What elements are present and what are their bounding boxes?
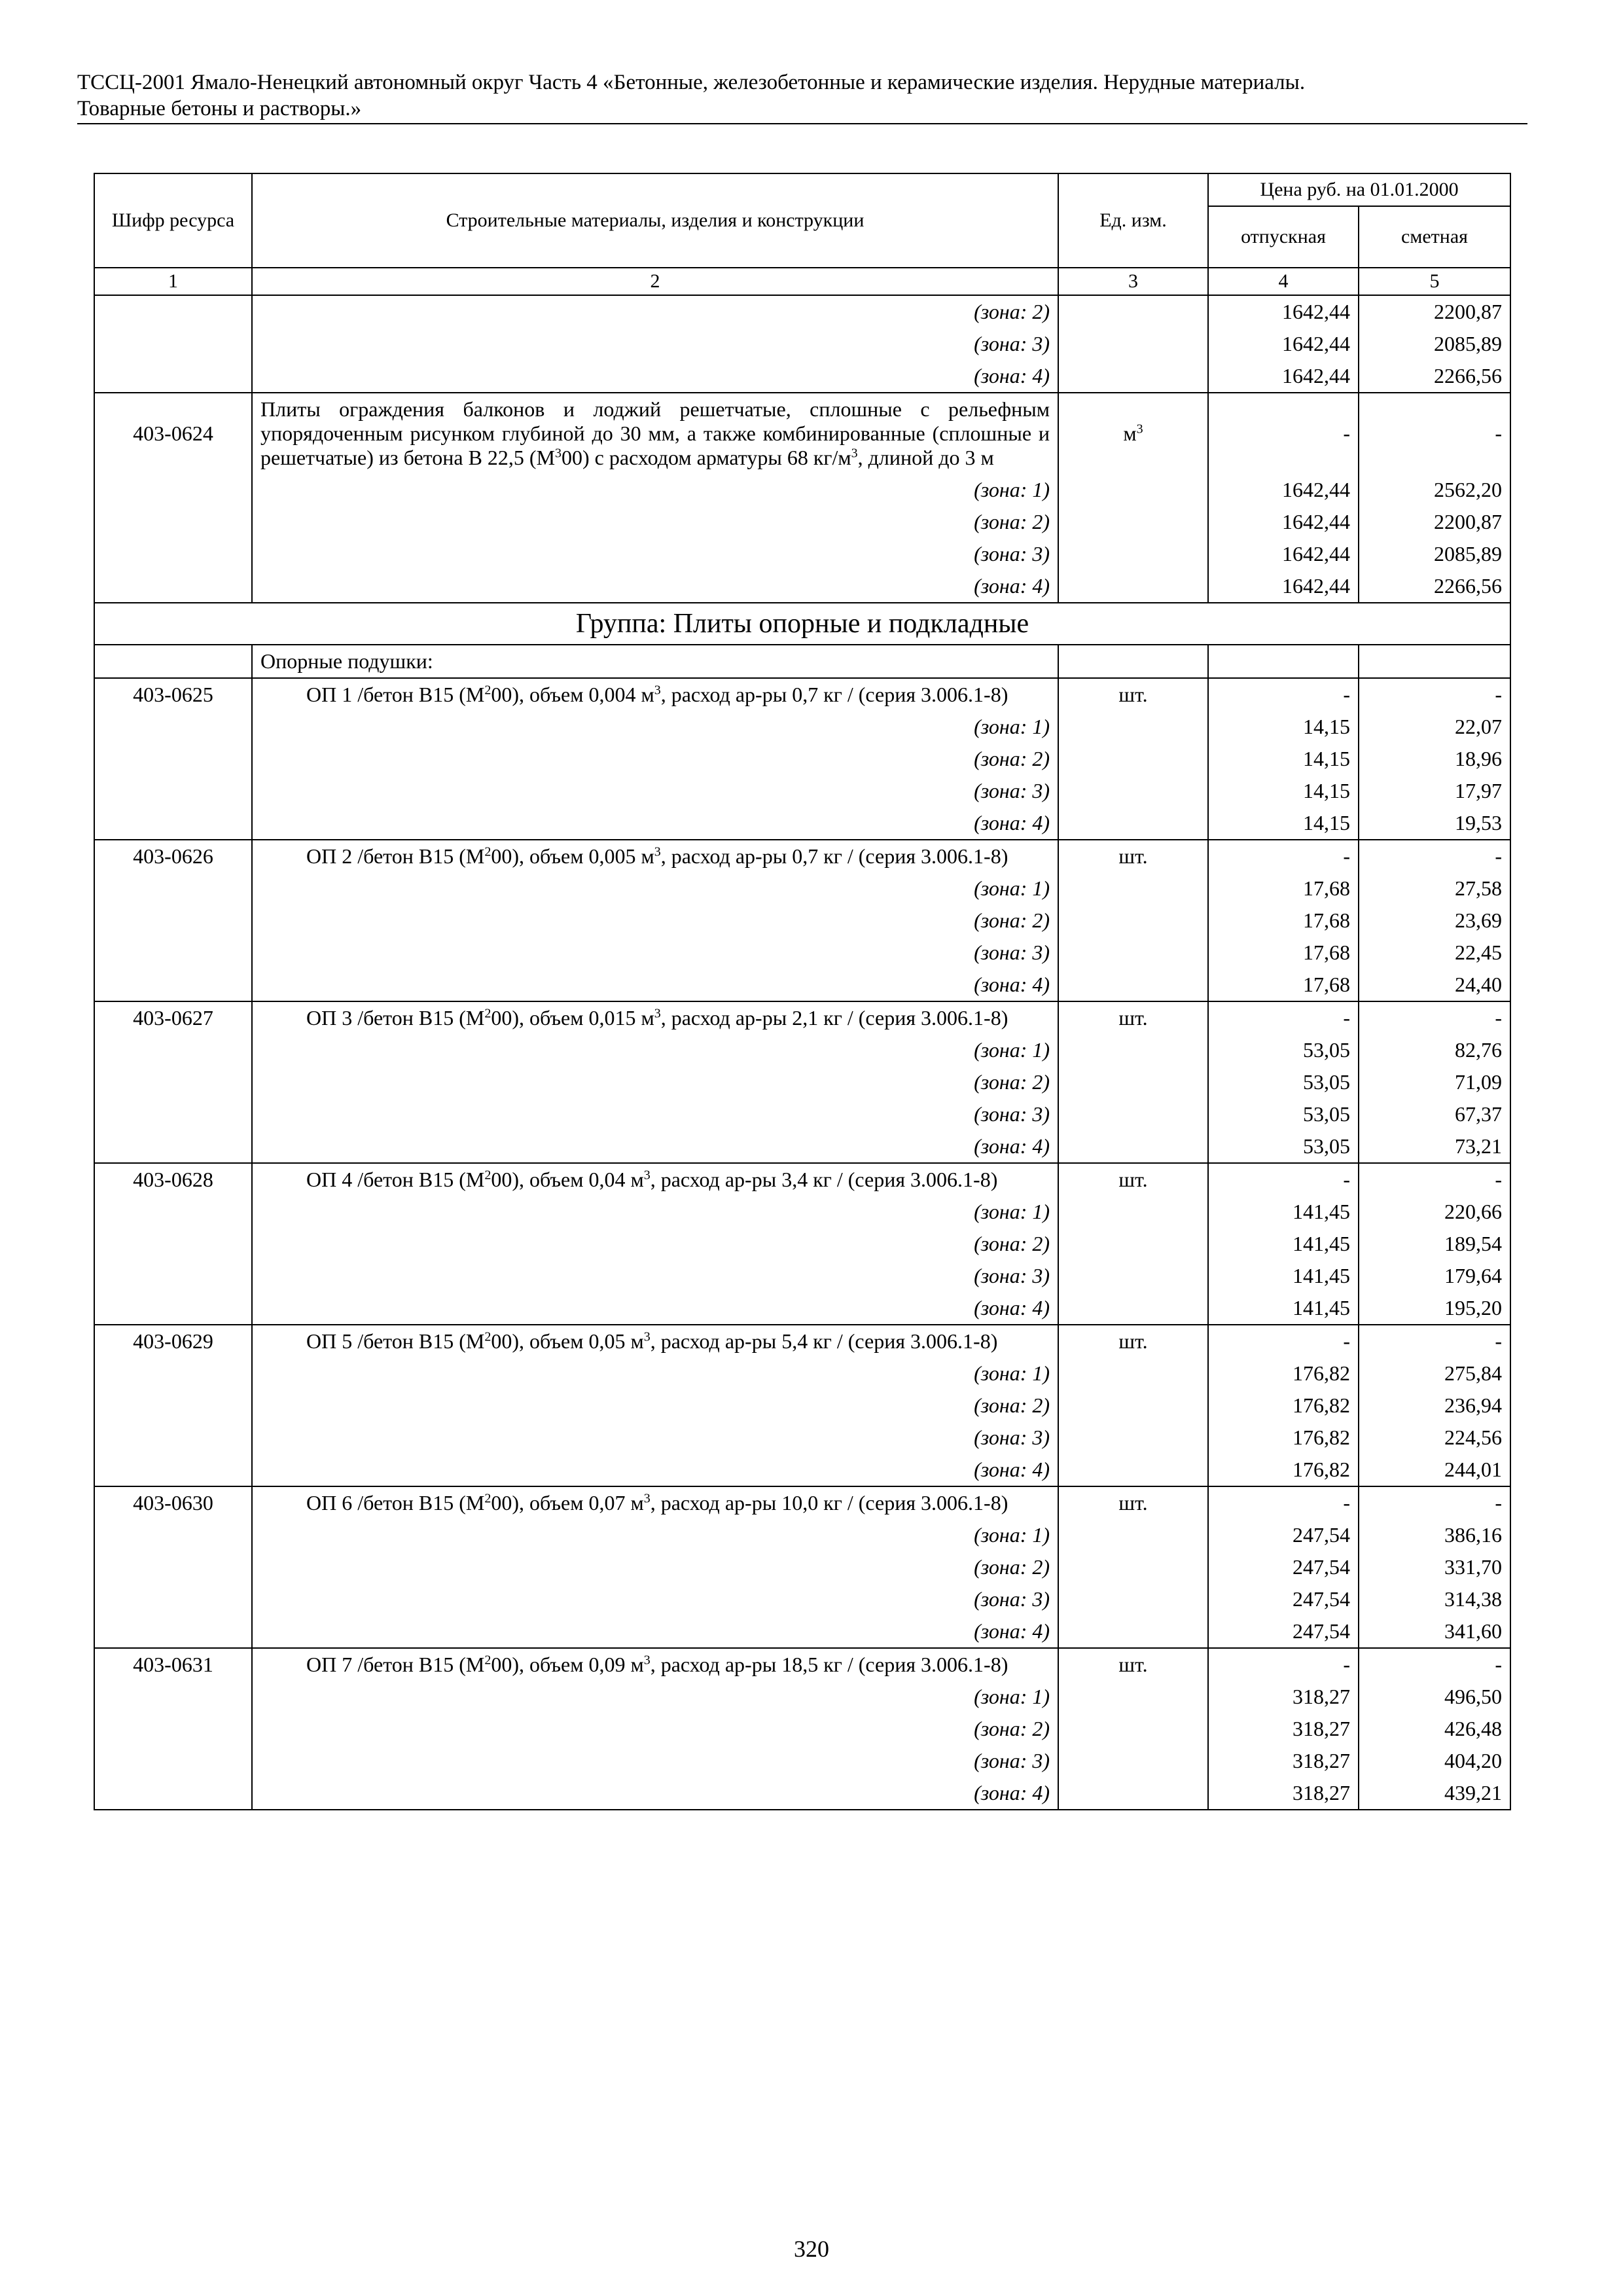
- table-row: [94, 1745, 1510, 1777]
- table-row: [94, 807, 1510, 840]
- release-price: -: [1208, 678, 1359, 711]
- release-price: 53,05: [1208, 1098, 1359, 1130]
- estimate-price: -: [1359, 1163, 1510, 1196]
- table-row: [94, 295, 1510, 328]
- subgroup-title: Опорные подушки:: [252, 645, 1058, 678]
- estimate-price: 23,69: [1359, 905, 1510, 937]
- estimate-price: 2085,89: [1359, 538, 1510, 570]
- table-row: [94, 1163, 1510, 1196]
- estimate-price: -: [1359, 840, 1510, 872]
- header-code: Шифр ресурса: [94, 173, 252, 268]
- release-price: 141,45: [1208, 1196, 1359, 1228]
- table-row: [94, 1422, 1510, 1454]
- table-row: [94, 1681, 1510, 1713]
- table-row: [94, 743, 1510, 775]
- zone-label: (зона: 3): [252, 328, 1058, 360]
- table-row: [94, 1196, 1510, 1228]
- release-price: 17,68: [1208, 872, 1359, 905]
- table-row: [94, 1486, 1510, 1519]
- estimate-price: -: [1359, 1486, 1510, 1519]
- release-price: 1642,44: [1208, 328, 1359, 360]
- header-estimate-price: сметная: [1359, 206, 1510, 268]
- table-row: [94, 1130, 1510, 1163]
- material-description: ОП 6 /бетон В15 $(М^200)$, объем 0,07 $м^3$, расход ар-ры 10,0 кг / (серия 3.006.1-8): [252, 1486, 1058, 1519]
- estimate-price: -: [1359, 678, 1510, 711]
- table-row: [94, 570, 1510, 603]
- release-price: 1642,44: [1208, 360, 1359, 393]
- table-row: [94, 1098, 1510, 1130]
- zone-label: (зона: 3): [252, 937, 1058, 969]
- zone-label: (зона: 2): [252, 1066, 1058, 1098]
- release-price: 1642,44: [1208, 295, 1359, 328]
- page-header: [77, 69, 1527, 124]
- release-price: 141,45: [1208, 1292, 1359, 1325]
- unit-of-measure: шт.: [1058, 1648, 1208, 1681]
- zone-label: (зона: 4): [252, 969, 1058, 1001]
- release-price: -: [1208, 1486, 1359, 1519]
- zone-label: (зона: 4): [252, 1130, 1058, 1163]
- release-price: 1642,44: [1208, 570, 1359, 603]
- release-price: -: [1208, 1001, 1359, 1034]
- estimate-price: 275,84: [1359, 1357, 1510, 1390]
- zone-label: (зона: 2): [252, 1713, 1058, 1745]
- table-row: [94, 1713, 1510, 1745]
- zone-label: (зона: 2): [252, 506, 1058, 538]
- zone-label: (зона: 3): [252, 775, 1058, 807]
- table-row: [94, 1777, 1510, 1810]
- estimate-price: -: [1359, 1325, 1510, 1357]
- zone-label: (зона: 1): [252, 1681, 1058, 1713]
- material-description: ОП 1 /бетон В15 $(М^200)$, объем 0,004 $м^3$, расход ар-ры 0,7 кг / (серия 3.006.1-8): [252, 678, 1058, 711]
- release-price: 53,05: [1208, 1130, 1359, 1163]
- table-row: [94, 360, 1510, 393]
- header-unit: Ед. изм.: [1058, 173, 1208, 268]
- unit-of-measure: шт.: [1058, 840, 1208, 872]
- estimate-price: 2085,89: [1359, 328, 1510, 360]
- release-price: 141,45: [1208, 1260, 1359, 1292]
- release-price: 318,27: [1208, 1777, 1359, 1810]
- header-description: Строительные материалы, изделия и конструкции: [252, 173, 1058, 268]
- estimate-price: 244,01: [1359, 1454, 1510, 1486]
- release-price: 318,27: [1208, 1681, 1359, 1713]
- release-price: 176,82: [1208, 1357, 1359, 1390]
- subgroup-heading-row: [94, 645, 1510, 678]
- zone-label: (зона: 4): [252, 1777, 1058, 1810]
- zone-label: (зона: 1): [252, 711, 1058, 743]
- group-title: Группа: Плиты опорные и подкладные: [94, 603, 1510, 645]
- material-description: ОП 3 /бетон В15 $(М^200)$, объем 0,015 $м^3$, расход ар-ры 2,1 кг / (серия 3.006.1-8): [252, 1001, 1058, 1034]
- material-description: Плиты ограждения балконов и лоджий решетчатые, сплошные с рельефным упорядоченным рисунком глубиной до 30 мм, а также комбинированные (сплошные и решетчатые) из бетона В 22,5 $(М^300)$ с расходом арматуры 68 $кг/м^3$, длиной до 3 м: [252, 393, 1058, 474]
- table-row: [94, 1228, 1510, 1260]
- estimate-price: 18,96: [1359, 743, 1510, 775]
- release-price: 14,15: [1208, 807, 1359, 840]
- zone-label: (зона: 1): [252, 1034, 1058, 1066]
- release-price: 247,54: [1208, 1519, 1359, 1551]
- material-description: ОП 7 /бетон В15 $(М^200)$, объем 0,09 $м^3$, расход ар-ры 18,5 кг / (серия 3.006.1-8): [252, 1648, 1058, 1681]
- release-price: 1642,44: [1208, 506, 1359, 538]
- release-price: 247,54: [1208, 1583, 1359, 1615]
- estimate-price: 439,21: [1359, 1777, 1510, 1810]
- table-row: [94, 1390, 1510, 1422]
- estimate-price: 17,97: [1359, 775, 1510, 807]
- table-row: [94, 937, 1510, 969]
- zone-label: (зона: 4): [252, 1615, 1058, 1648]
- zone-label: (зона: 3): [252, 1260, 1058, 1292]
- table-row: [94, 1583, 1510, 1615]
- release-price: -: [1208, 393, 1359, 474]
- material-description: ОП 4 /бетон В15 $(М^200)$, объем 0,04 $м^3$, расход ар-ры 3,4 кг / (серия 3.006.1-8): [252, 1163, 1058, 1196]
- estimate-price: -: [1359, 1001, 1510, 1034]
- release-price: 1642,44: [1208, 474, 1359, 506]
- zone-label: (зона: 2): [252, 1551, 1058, 1583]
- release-price: 247,54: [1208, 1615, 1359, 1648]
- table-row: [94, 775, 1510, 807]
- estimate-price: 19,53: [1359, 807, 1510, 840]
- release-price: 53,05: [1208, 1034, 1359, 1066]
- unit-of-measure: шт.: [1058, 678, 1208, 711]
- estimate-price: 386,16: [1359, 1519, 1510, 1551]
- zone-label: (зона: 2): [252, 743, 1058, 775]
- column-number: 1: [94, 268, 252, 295]
- release-price: 1642,44: [1208, 538, 1359, 570]
- column-number: 3: [1058, 268, 1208, 295]
- unit-of-measure: $м^3$: [1058, 393, 1208, 474]
- resource-code: 403-0631: [94, 1648, 252, 1681]
- release-price: 14,15: [1208, 775, 1359, 807]
- estimate-price: 236,94: [1359, 1390, 1510, 1422]
- estimate-price: 2266,56: [1359, 360, 1510, 393]
- release-price: 176,82: [1208, 1422, 1359, 1454]
- zone-label: (зона: 3): [252, 538, 1058, 570]
- table-row: [94, 1066, 1510, 1098]
- release-price: 14,15: [1208, 711, 1359, 743]
- table-row: [94, 872, 1510, 905]
- group-heading-row: [94, 603, 1510, 645]
- resource-code: 403-0628: [94, 1163, 252, 1196]
- table-row: [94, 1615, 1510, 1648]
- estimate-price: 404,20: [1359, 1745, 1510, 1777]
- estimate-price: 71,09: [1359, 1066, 1510, 1098]
- estimate-price: 24,40: [1359, 969, 1510, 1001]
- header-line-1: ТССЦ-2001 Ямало-Ненецкий автономный округ Часть 4 «Бетонные, железобетонные и керамические изделия. Нерудные материалы.: [77, 71, 1306, 94]
- estimate-price: 2562,20: [1359, 474, 1510, 506]
- table-row: [94, 506, 1510, 538]
- table-row: [94, 840, 1510, 872]
- estimate-price: 224,56: [1359, 1422, 1510, 1454]
- zone-label: (зона: 3): [252, 1745, 1058, 1777]
- column-number: 2: [252, 268, 1058, 295]
- table-row: [94, 474, 1510, 506]
- zone-label: (зона: 1): [252, 474, 1058, 506]
- release-price: -: [1208, 1325, 1359, 1357]
- zone-label: (зона: 1): [252, 1519, 1058, 1551]
- estimate-price: 195,20: [1359, 1292, 1510, 1325]
- zone-label: (зона: 2): [252, 295, 1058, 328]
- estimate-price: 22,07: [1359, 711, 1510, 743]
- material-description: ОП 5 /бетон В15 $(М^200)$, объем 0,05 $м^3$, расход ар-ры 5,4 кг / (серия 3.006.1-8): [252, 1325, 1058, 1357]
- page-number: 320: [794, 2236, 829, 2262]
- release-price: 141,45: [1208, 1228, 1359, 1260]
- release-price: 247,54: [1208, 1551, 1359, 1583]
- zone-label: (зона: 2): [252, 1228, 1058, 1260]
- zone-label: (зона: 4): [252, 1454, 1058, 1486]
- zone-label: (зона: 4): [252, 360, 1058, 393]
- table-row: [94, 678, 1510, 711]
- estimate-price: 314,38: [1359, 1583, 1510, 1615]
- zone-label: (зона: 2): [252, 1390, 1058, 1422]
- release-price: 53,05: [1208, 1066, 1359, 1098]
- resource-code: 403-0629: [94, 1325, 252, 1357]
- unit-of-measure: шт.: [1058, 1001, 1208, 1034]
- estimate-price: 189,54: [1359, 1228, 1510, 1260]
- release-price: 176,82: [1208, 1390, 1359, 1422]
- release-price: -: [1208, 840, 1359, 872]
- table-row: [94, 1357, 1510, 1390]
- estimate-price: 331,70: [1359, 1551, 1510, 1583]
- release-price: 318,27: [1208, 1713, 1359, 1745]
- zone-label: (зона: 3): [252, 1583, 1058, 1615]
- table-row: [94, 1551, 1510, 1583]
- estimate-price: 179,64: [1359, 1260, 1510, 1292]
- resource-code: 403-0626: [94, 840, 252, 872]
- header-price: Цена руб. на 01.01.2000: [1208, 173, 1510, 206]
- table-row: [94, 393, 1510, 474]
- release-price: 17,68: [1208, 937, 1359, 969]
- zone-label: (зона: 3): [252, 1098, 1058, 1130]
- release-price: -: [1208, 1648, 1359, 1681]
- estimate-price: 496,50: [1359, 1681, 1510, 1713]
- column-number: 4: [1208, 268, 1359, 295]
- zone-label: (зона: 4): [252, 570, 1058, 603]
- price-table: [94, 173, 1511, 1810]
- estimate-price: 27,58: [1359, 872, 1510, 905]
- estimate-price: 341,60: [1359, 1615, 1510, 1648]
- table-row: [94, 1519, 1510, 1551]
- table-row: [94, 969, 1510, 1001]
- release-price: -: [1208, 1163, 1359, 1196]
- unit-of-measure: шт.: [1058, 1486, 1208, 1519]
- table-row: [94, 328, 1510, 360]
- estimate-price: 67,37: [1359, 1098, 1510, 1130]
- release-price: 17,68: [1208, 905, 1359, 937]
- zone-label: (зона: 1): [252, 872, 1058, 905]
- zone-label: (зона: 1): [252, 1357, 1058, 1390]
- material-description: ОП 2 /бетон В15 $(М^200)$, объем 0,005 $м^3$, расход ар-ры 0,7 кг / (серия 3.006.1-8): [252, 840, 1058, 872]
- unit-of-measure: шт.: [1058, 1325, 1208, 1357]
- release-price: 14,15: [1208, 743, 1359, 775]
- estimate-price: 220,66: [1359, 1196, 1510, 1228]
- header-release-price: отпускная: [1208, 206, 1359, 268]
- zone-label: (зона: 3): [252, 1422, 1058, 1454]
- resource-code: 403-0625: [94, 678, 252, 711]
- zone-label: (зона: 4): [252, 807, 1058, 840]
- estimate-price: -: [1359, 393, 1510, 474]
- table-row: [94, 1292, 1510, 1325]
- release-price: 17,68: [1208, 969, 1359, 1001]
- table-row: [94, 1260, 1510, 1292]
- estimate-price: 2200,87: [1359, 295, 1510, 328]
- header-line-2: Товарные бетоны и растворы.»: [77, 97, 362, 120]
- table-row: [94, 1325, 1510, 1357]
- column-number: 5: [1359, 268, 1510, 295]
- unit-of-measure: шт.: [1058, 1163, 1208, 1196]
- resource-code: 403-0624: [94, 393, 252, 474]
- estimate-price: 426,48: [1359, 1713, 1510, 1745]
- table-body: [94, 295, 1510, 1810]
- zone-label: (зона: 2): [252, 905, 1058, 937]
- table-row: [94, 1454, 1510, 1486]
- release-price: 176,82: [1208, 1454, 1359, 1486]
- zone-label: (зона: 1): [252, 1196, 1058, 1228]
- table-row: [94, 1034, 1510, 1066]
- table-row: [94, 1001, 1510, 1034]
- estimate-price: 2200,87: [1359, 506, 1510, 538]
- table-row: [94, 1648, 1510, 1681]
- resource-code: 403-0627: [94, 1001, 252, 1034]
- zone-label: (зона: 4): [252, 1292, 1058, 1325]
- estimate-price: -: [1359, 1648, 1510, 1681]
- estimate-price: 2266,56: [1359, 570, 1510, 603]
- estimate-price: 73,21: [1359, 1130, 1510, 1163]
- release-price: 318,27: [1208, 1745, 1359, 1777]
- estimate-price: 22,45: [1359, 937, 1510, 969]
- table-row: [94, 711, 1510, 743]
- table-row: [94, 905, 1510, 937]
- table-row: [94, 538, 1510, 570]
- resource-code: 403-0630: [94, 1486, 252, 1519]
- estimate-price: 82,76: [1359, 1034, 1510, 1066]
